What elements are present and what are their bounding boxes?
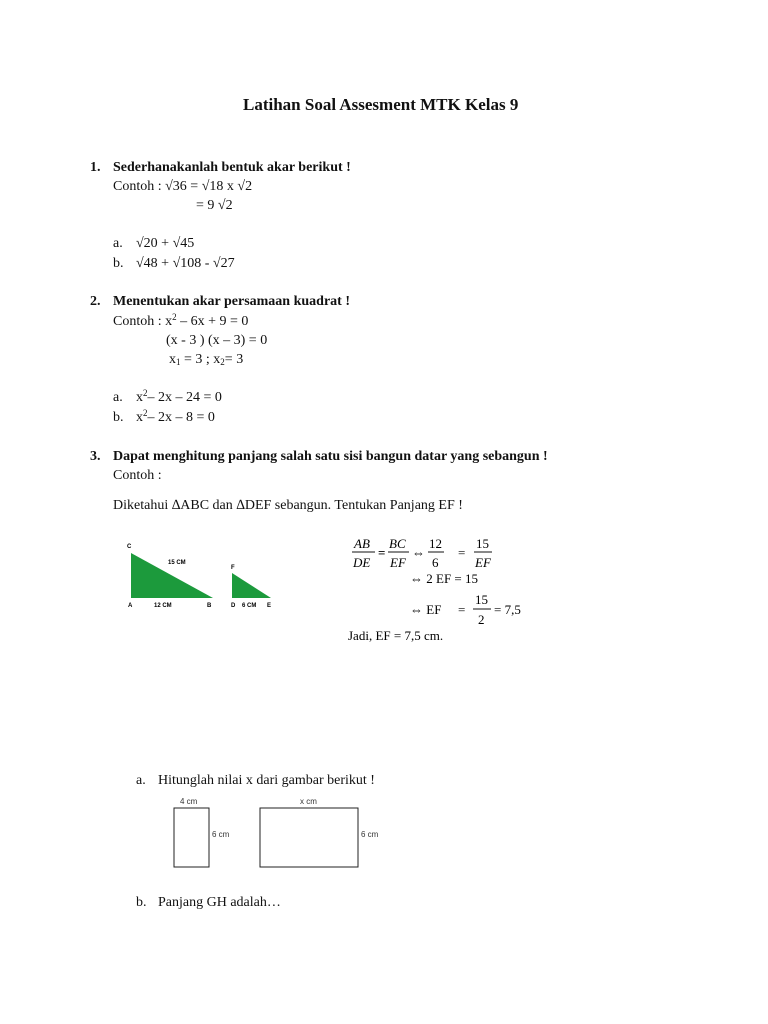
frac-6-den: 6 <box>432 555 439 570</box>
label-b: B <box>207 603 212 609</box>
q2-example-prefix: Contoh : x <box>113 314 173 329</box>
q1-example-line1: Contoh : √36 = √18 x √2 <box>113 179 253 194</box>
q3-heading: Dapat menghitung panjang salah satu sisi bangun datar yang sebangun ! <box>113 449 548 464</box>
q2-b-exp: 2 <box>143 408 148 418</box>
q2-example-exp: 2 <box>172 312 177 322</box>
q1-number: 1. <box>90 160 101 175</box>
q3-b-label: b. <box>136 895 147 910</box>
small-rect-width-label: 4 cm <box>180 797 198 806</box>
q3-example: Contoh : <box>113 468 162 483</box>
similar-triangles-figure <box>120 535 290 620</box>
rectangles-figure <box>165 792 395 872</box>
q2-a-x: x <box>136 390 143 405</box>
q2-line3-sub1: 1 <box>176 357 181 367</box>
q2-example-line3 <box>169 352 243 368</box>
q2-b-label: b. <box>113 410 124 425</box>
q2-b-text <box>136 410 215 426</box>
q2-a-rest: – 2x – 24 = 0 <box>147 390 222 405</box>
q2-line3-b: = 3 ; x <box>180 352 221 367</box>
label-c: C <box>127 544 132 550</box>
frac-ef-den-2: EF <box>475 555 491 570</box>
q1-b-label: b. <box>113 256 124 271</box>
q2-a-exp: 2 <box>143 388 148 398</box>
big-rectangle <box>260 808 358 867</box>
label-d: D <box>231 603 236 609</box>
q3-a-text: Hitunglah nilai x dari gambar berikut ! <box>158 773 375 788</box>
frac-12-num: 12 <box>429 536 442 551</box>
frac-15-num: 15 <box>476 536 489 551</box>
frac-de-den: DE <box>353 555 371 570</box>
label-side-6cm: 6 CM <box>242 603 257 609</box>
label-e: E <box>267 603 272 609</box>
q2-example-line2: (x - 3 ) (x – 3) = 0 <box>166 333 268 348</box>
q1-example-line2: = 9 √2 <box>196 198 233 213</box>
solution-line3-result: = 7,5 <box>494 602 521 617</box>
frac-2-den: 2 <box>478 612 485 627</box>
q2-line3-c: = 3 <box>224 352 244 367</box>
frac-ef-den: EF <box>390 555 406 570</box>
triangle-def <box>232 573 271 598</box>
iff-sign-1: ⇔ <box>412 545 425 560</box>
label-a: A <box>128 603 133 609</box>
q2-line3-sub2: 2 <box>220 357 225 367</box>
q2-a-label: a. <box>113 390 123 405</box>
frac-ab-num: AB <box>354 536 370 551</box>
q2-heading: Menentukan akar persamaan kuadrat ! <box>113 294 350 309</box>
page-title: Latihan Soal Assesment MTK Kelas 9 <box>243 95 519 114</box>
q3-a-label: a. <box>136 773 146 788</box>
q3-given: Diketahui ∆ABC dan ∆DEF sebangun. Tentukan Panjang EF ! <box>113 498 463 513</box>
small-rect-height-label: 6 cm <box>212 830 230 839</box>
q1-a-text: √20 + √45 <box>136 236 195 251</box>
eq-sign-2: = <box>458 545 466 560</box>
solution-line2: ⇔ 2 EF = 15 <box>410 571 479 586</box>
q2-example <box>113 314 248 330</box>
frac-bc-num: BC <box>389 536 406 551</box>
label-f: F <box>231 565 235 571</box>
solution-conclusion: Jadi, EF = 7,5 cm. <box>348 628 444 643</box>
q2-example-rest: – 6x + 9 = 0 <box>176 314 249 329</box>
solution-line3-eq: = <box>458 602 466 617</box>
small-rectangle <box>174 808 209 867</box>
q2-b-x: x <box>136 410 143 425</box>
solution-line3-iff: ⇔ EF <box>410 602 442 617</box>
q3-number: 3. <box>90 449 101 464</box>
q3-b-text: Panjang GH adalah… <box>158 895 281 910</box>
q1-heading: Sederhanakanlah bentuk akar berikut ! <box>113 160 351 175</box>
q2-a-text <box>136 390 222 406</box>
big-rect-width-label: x cm <box>300 797 317 806</box>
big-rect-height-label: 6 cm <box>361 830 379 839</box>
label-side-15cm: 15 CM <box>168 560 186 566</box>
q2-b-rest: – 2x – 8 = 0 <box>147 410 215 425</box>
q1-a-label: a. <box>113 236 123 251</box>
label-side-12cm: 12 CM <box>154 603 172 609</box>
q2-number: 2. <box>90 294 101 309</box>
frac-15-num-2: 15 <box>475 592 488 607</box>
q1-b-text: √48 + √108 - √27 <box>136 256 235 271</box>
eq-sign-1: = <box>378 545 386 560</box>
solution-block <box>345 530 535 645</box>
q2-line3-a: x <box>169 352 176 367</box>
